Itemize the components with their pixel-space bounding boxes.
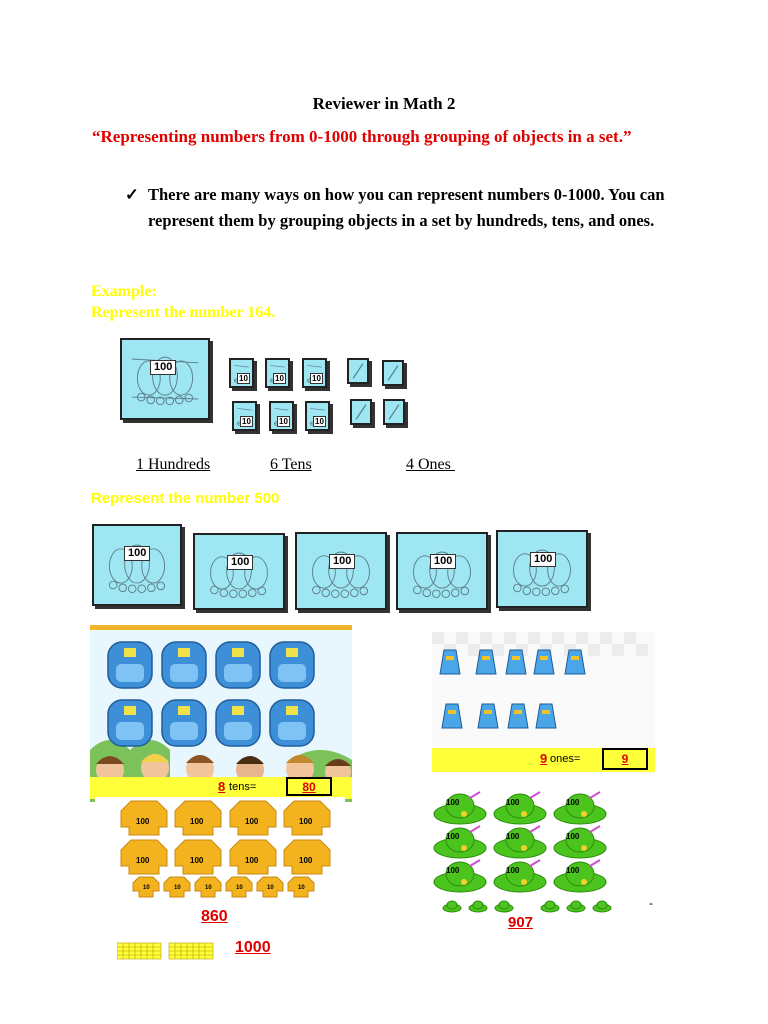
small-sweater-label: 10: [236, 885, 243, 891]
raincoats-panel: [432, 632, 655, 774]
backpack-caption: tens=: [226, 781, 257, 793]
hat-label: 100: [446, 866, 460, 875]
small-sweater-label: 10: [205, 885, 212, 891]
hat-dash: -: [649, 896, 653, 910]
check-icon: ✓: [125, 185, 139, 204]
tens-block: [229, 358, 254, 388]
ones-stick: [350, 399, 372, 425]
raincoat-caption: ones=: [550, 753, 581, 765]
hundred-block: [92, 524, 182, 606]
backpack-answer-box: 80: [286, 777, 332, 796]
hats-panel: [430, 788, 665, 938]
thousand-answer: 1000: [235, 939, 271, 956]
block-label: 100: [430, 554, 456, 569]
bundle-graphic: [398, 534, 486, 608]
backpacks-panel: [90, 625, 352, 802]
bundle-graphic: [122, 340, 208, 418]
tens-block: [305, 401, 330, 431]
block-label: 10: [239, 374, 248, 383]
hat-label: 100: [506, 832, 520, 841]
block-label: 10: [312, 374, 321, 383]
example2-instruction: Represent the number 500: [91, 490, 280, 507]
hundred-block: [396, 532, 488, 610]
ones-stick: [347, 358, 369, 384]
intro-bullet: [125, 182, 685, 234]
bundle-graphic: [94, 526, 180, 604]
hundred-block: [295, 532, 387, 610]
hundred-block: [120, 338, 210, 420]
tens-block: [302, 358, 327, 388]
bundle-graphic: [297, 534, 385, 608]
page-subtitle: “Representing numbers from 0-1000 through grouping of objects in a set.”: [92, 127, 632, 146]
example-heading: Example:: [91, 283, 157, 300]
small-sweater-label: 10: [298, 885, 305, 891]
sweater-label: 100: [190, 817, 204, 826]
tens-block: [265, 358, 290, 388]
small-sweater-label: 10: [267, 885, 274, 891]
hundreds-label: 1 Hundreds: [136, 456, 211, 473]
sweater-label: 100: [190, 856, 204, 865]
hundred-block: [496, 530, 588, 608]
ones-stick: [383, 399, 405, 425]
block-label: 100: [124, 546, 150, 561]
block-label: 10: [275, 374, 284, 383]
example-instruction: Represent the number 164.: [91, 304, 276, 321]
raincoat-count: 9: [540, 751, 548, 766]
sweaters-panel: [95, 797, 345, 965]
hat-label: 100: [446, 832, 460, 841]
thousand-flats: [117, 941, 217, 961]
block-label: 100: [227, 555, 253, 570]
sweater-answer: 860: [201, 908, 228, 925]
tens-block: [269, 401, 294, 431]
hat-label: 100: [506, 798, 520, 807]
hat-label: 100: [566, 832, 580, 841]
sweater-label: 100: [136, 856, 150, 865]
ones-label: 4 Ones: [406, 456, 455, 473]
tens-block: [232, 401, 257, 431]
block-label: 100: [329, 554, 355, 569]
sweater-label: 100: [299, 856, 313, 865]
sweater-label: 100: [245, 817, 259, 826]
hat-label: 100: [566, 866, 580, 875]
raincoat-answer-box: 9: [602, 748, 648, 770]
hat-label: 100: [506, 866, 520, 875]
bundle-graphic: [195, 535, 283, 608]
page-title: Reviewer in Math 2: [312, 94, 456, 113]
hat-label: 100: [566, 798, 580, 807]
block-label: 10: [279, 417, 288, 426]
backpack-count: 8: [218, 779, 226, 794]
intro-text: There are many ways on how you can represent numbers 0-1000. You can represent them by grouping objects in a set by hundreds, tens, and ones.: [148, 185, 665, 230]
block-label: 10: [242, 417, 251, 426]
hat-label: 100: [446, 798, 460, 807]
sweater-label: 100: [136, 817, 150, 826]
small-sweater-label: 10: [174, 885, 181, 891]
hat-answer: 907: [508, 914, 534, 931]
sweater-label: 100: [245, 856, 259, 865]
small-sweater-label: 10: [143, 885, 150, 891]
block-label: 10: [315, 417, 324, 426]
block-label: 100: [530, 552, 556, 567]
sweater-label: 100: [299, 817, 313, 826]
bundle-graphic: [498, 532, 586, 606]
block-label: 100: [150, 360, 176, 375]
hat-scene: [430, 788, 665, 938]
ones-stick: [382, 360, 404, 386]
hundred-block: [193, 533, 285, 610]
tens-label: 6 Tens: [270, 456, 312, 473]
